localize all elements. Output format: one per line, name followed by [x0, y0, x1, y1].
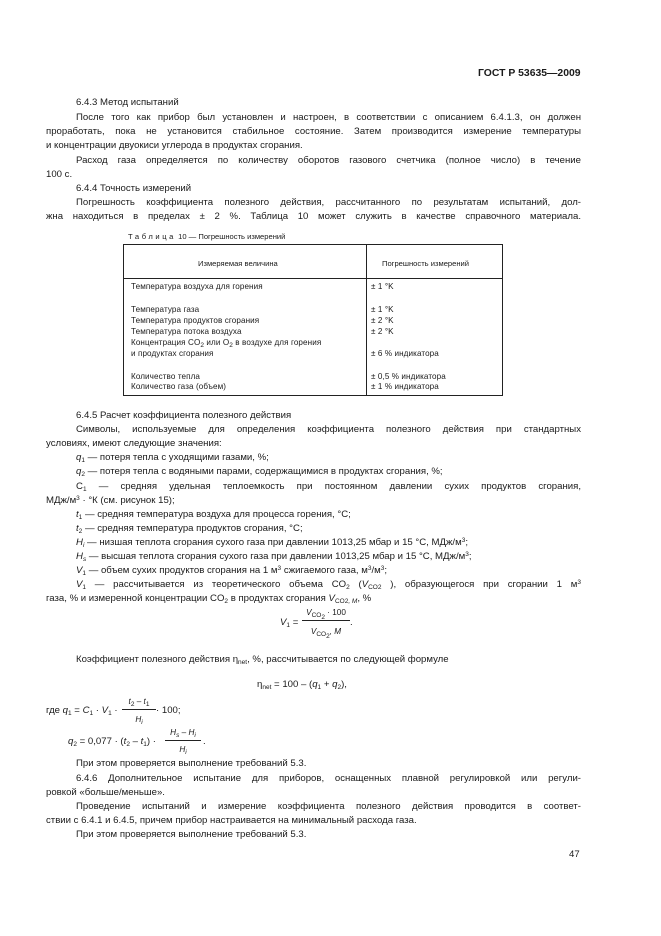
symbol-definition: $q_2$ — потеря тепла с водяными парами, содержащимися в продуктах сгорания, %;	[76, 466, 443, 478]
table-cell: Температура продуктов сгорания	[131, 316, 260, 325]
paragraph-line: условиях, имеют следующие значения:	[46, 438, 222, 449]
measurement-error-table	[123, 244, 503, 396]
paragraph-line: Коэффициент полезного действия $\eta_{net}$, %, рассчитывается по следующей формуле	[76, 654, 449, 666]
page-number: 47	[569, 849, 580, 860]
table-cell: ± 6 % индикатора	[371, 349, 439, 358]
paragraph-line: и концентрации двуокиси углерода в продуктах сгорания.	[46, 140, 303, 151]
table-caption: Таблица 10 — Погрешность измерений	[128, 232, 286, 241]
paragraph-line: ствии с 6.4.1 и 6.4.5, причем прибор настраивается на минимальный расхода газа.	[46, 815, 417, 826]
section-6-4-4-title: 6.4.4 Точность измерений	[76, 183, 192, 194]
table-cell: ± 1 °K	[371, 305, 394, 314]
symbol-definition: $V_1$ — рассчитывается из теоретического объема $CO_2$ ($V_{CO2}$ ), образующегося при сгорании 1 $м^3$	[76, 579, 581, 591]
table-cell: Температура воздуха для горения	[131, 282, 263, 291]
paragraph-line: После того как прибор был установлен и настроен, в соответствии с описанием 6.4.1.3, он должен	[76, 112, 581, 123]
paragraph-line: При этом проверяется выполнение требований 5.3.	[76, 758, 307, 769]
section-6-4-3-title: 6.4.3 Метод испытаний	[76, 97, 179, 108]
symbol-definition: $V_1$ — объем сухих продуктов сгорания на 1 $м^3$ сжигаемого газа, $м^3/м^3$;	[76, 565, 388, 577]
paragraph-line: проработать, пока не установится стабильное состояние. Затем производится измерение температуры	[46, 126, 581, 137]
table-cell: Количество тепла	[131, 372, 201, 381]
paragraph-line: 100 с.	[46, 169, 73, 180]
table-cell: Температура потока воздуха	[131, 327, 242, 336]
standard-designation: ГОСТ Р 53635—2009	[478, 68, 581, 79]
paragraph-line: Проведение испытаний и измерение коэффициента полезного действия проводится в соответ-	[76, 801, 581, 812]
symbol-definition: газа, % и измеренной концентрации $CO_2$ в продуктах сгорания $V_{CO2, M}$, %	[46, 593, 372, 605]
symbol-definition: $H_s$ — высшая теплота сгорания сухого газа при давлении 1013,25 мбар и 15 °С, МДж/$м^3$;	[76, 551, 472, 563]
symbol-definition: МДж/$м^3 \cdot ^\circ К$ (см. рисунок 15);	[46, 495, 175, 506]
table-cell: Концентрация $CO_2$ или $O_2$ в воздухе для горения	[131, 338, 322, 349]
table-cell: ± 0,5 % индикатора	[371, 372, 446, 381]
paragraph-line: Символы, используемые для определения коэффициента полезного действия при стандартных	[76, 424, 581, 435]
table-cell: и продуктах сгорания	[131, 349, 214, 358]
table-cell: ± 1 °K	[371, 282, 394, 291]
table-cell: Температура газа	[131, 305, 200, 314]
paragraph-line: жна находиться в пределах ± 2 %. Таблица 10 может служить в качестве справочного материала.	[46, 211, 581, 222]
table-cell: ± 1 % индикатора	[371, 382, 439, 391]
symbol-definition: $H_i$ — низшая теплота сгорания сухого газа при давлении 1013,25 мбар и 15 °С, МДж/$м^3$;	[76, 537, 468, 549]
table-header-error: Погрешность измерений	[382, 259, 470, 268]
symbol-definition: $C_1$ — средняя удельная теплоемкость при постоянном давлении сухих продуктов сгорания,	[76, 481, 581, 493]
table-cell: Количество газа (объем)	[131, 382, 227, 391]
symbol-definition: $q_1$ — потеря тепла с уходящими газами, %;	[76, 452, 269, 464]
paragraph-line: Погрешность коэффициента полезного действия, рассчитанного по результатам испытаний, дол-	[76, 197, 581, 208]
symbol-definition: $t_2$ — средняя температура продуктов сгорания, °С;	[76, 523, 303, 535]
formula-eta: $\eta_{net} = 100 - (q_1 + q_2)$,	[257, 679, 347, 691]
table-header-quantity: Измеряемая величина	[198, 259, 278, 268]
symbol-definition: $t_1$ — средняя температура воздуха для процесса горения, °С;	[76, 509, 351, 521]
table-cell: ± 2 °K	[371, 327, 394, 336]
paragraph-line: При этом проверяется выполнение требований 5.3.	[76, 829, 307, 840]
paragraph-line: Расход газа определяется по количеству оборотов газового счетчика (полное число) в течение	[76, 155, 581, 166]
section-6-4-5-title: 6.4.5 Расчет коэффициента полезного действия	[76, 410, 292, 421]
table-cell: ± 2 °K	[371, 316, 394, 325]
paragraph-line: ровкой «больше/меньше».	[46, 787, 165, 798]
section-6-4-6-title: 6.4.6 Дополнительное испытание для приборов, оснащенных плавной регулировкой или регули-	[76, 773, 581, 784]
